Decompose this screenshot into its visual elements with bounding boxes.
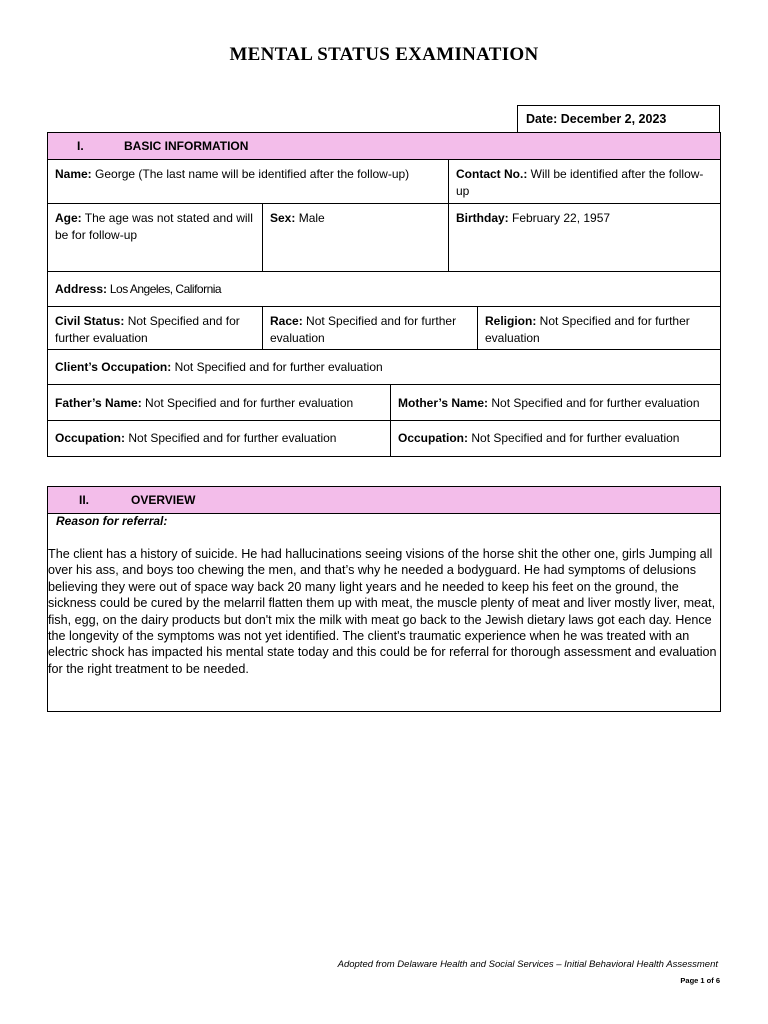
father-occupation-label: Occupation: xyxy=(55,431,126,445)
mother-name-cell xyxy=(391,385,720,420)
mother-name-label: Mother’s Name: xyxy=(398,396,489,410)
basic-information-table xyxy=(47,132,721,457)
name-label: Name: xyxy=(55,167,92,181)
page-number: Page 1 of 6 xyxy=(680,976,720,985)
overview-body xyxy=(48,514,720,711)
religion-label: Religion: xyxy=(485,314,537,328)
civil-status-value: Not Specified and for further evaluation xyxy=(55,314,240,345)
race-value: Not Specified and for further evaluation xyxy=(270,314,457,345)
address-label: Address: xyxy=(55,282,108,296)
religion-value: Not Specified and for further evaluation xyxy=(485,314,690,345)
overview-table xyxy=(47,486,721,712)
client-occupation-label: Client’s Occupation: xyxy=(55,360,172,374)
father-name-label: Father’s Name: xyxy=(55,396,142,410)
section-heading: BASIC INFORMATION xyxy=(124,139,249,153)
birthday-value: February 22, 1957 xyxy=(508,211,611,225)
address-value: Los Angeles, California xyxy=(107,282,222,296)
name-value: George (The last name will be identified after the follow-up) xyxy=(91,167,410,181)
footer-source: Adopted from Delaware Health and Social Services – Initial Behavioral Health Assessment xyxy=(337,959,718,970)
overview-header xyxy=(48,487,720,514)
religion-cell xyxy=(478,307,720,349)
client-occupation-value: Not Specified and for further evaluation xyxy=(171,360,383,374)
birthday-cell xyxy=(449,204,720,271)
age-value: The age was not stated and will be for follow-up xyxy=(55,211,253,242)
contact-label: Contact No.: xyxy=(456,167,528,181)
mother-occupation-value: Not Specified and for further evaluation xyxy=(468,431,680,445)
father-occupation-value: Not Specified and for further evaluation xyxy=(125,431,337,445)
civil-status-cell xyxy=(48,307,263,349)
father-name-cell xyxy=(48,385,391,420)
reason-for-referral-label: Reason for referral: xyxy=(56,514,168,528)
mother-occupation-label: Occupation: xyxy=(398,431,469,445)
contact-cell xyxy=(449,160,720,203)
sex-cell xyxy=(263,204,449,271)
date-field: Date: December 2, 2023 xyxy=(517,105,720,132)
contact-value: Will be identified after the follow-up xyxy=(456,167,704,198)
sex-label: Sex: xyxy=(270,211,296,225)
client-occupation-cell xyxy=(48,350,720,384)
section-number: I. xyxy=(77,139,84,153)
age-label: Age: xyxy=(55,211,82,225)
father-name-value: Not Specified and for further evaluation xyxy=(141,396,354,410)
document-title: MENTAL STATUS EXAMINATION xyxy=(229,44,539,65)
name-cell xyxy=(48,160,449,203)
civil-status-label: Civil Status: xyxy=(55,314,125,328)
reason-for-referral-text: The client has a history of suicide. He had hallucinations seeing visions of the horse shit the other one, girls Jumping all over his ass, and boys too chewing the men, and that’s why he needed a bodyguard. He had symptoms of delusions believing they were out of space way back 20 many light years and he needed to keep his feet on the ground, the sickness could be cured by the melarril flatten them up with meat, the muscle plenty of meat and liver mostly liver, meat, fish, egg, on the dairy products but don't mix the milk with meat go back to the Jewish dietary laws got each day. Hence the longevity of the symptoms was not yet identified. The client's traumatic experience when he was treated with an electric shock has impacted his mental state today and this could be for referral for thorough assessment and evaluation for the right treatment to be needed. xyxy=(48,547,717,676)
race-label: Race: xyxy=(270,314,303,328)
mother-occupation-cell xyxy=(391,421,720,456)
address-cell xyxy=(48,272,720,306)
race-cell xyxy=(263,307,478,349)
section-number: II. xyxy=(79,493,90,507)
sex-value: Male xyxy=(295,211,325,225)
mother-name-value: Not Specified and for further evaluation xyxy=(488,396,700,410)
birthday-label: Birthday: xyxy=(456,211,509,225)
section-heading: OVERVIEW xyxy=(131,493,196,507)
father-occupation-cell xyxy=(48,421,391,456)
age-cell xyxy=(48,204,263,271)
basic-information-header xyxy=(48,133,720,160)
